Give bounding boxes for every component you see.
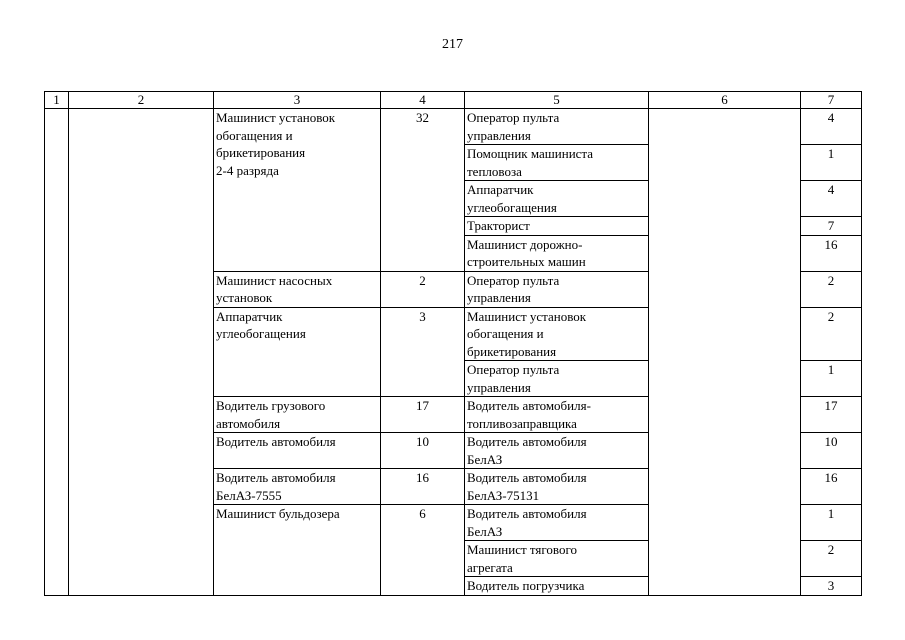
text-line: Водитель автомобиля [467, 506, 587, 521]
value-cell: 3 [801, 577, 862, 596]
related-profession-cell [465, 145, 649, 181]
count-cell: 32 [381, 109, 465, 272]
text-line: Оператор пульта [467, 110, 560, 125]
text-line: Водитель автомобиля [216, 470, 336, 485]
column-number: 5 [465, 92, 649, 109]
column-number: 6 [649, 92, 801, 109]
value-cell: 10 [801, 433, 862, 469]
text-line: Оператор пульта [467, 362, 560, 377]
text-line: установок [216, 290, 273, 305]
column-number: 7 [801, 92, 862, 109]
profession-cell [214, 271, 381, 307]
text-line: БелАЗ [467, 523, 503, 539]
profession-cell [214, 109, 381, 272]
text-line: тепловоза [467, 163, 522, 179]
column-2-cell [69, 109, 214, 596]
profession-cell [214, 505, 381, 596]
value-cell: 2 [801, 307, 862, 361]
text-line: БелАЗ-75131 [467, 487, 540, 503]
profession-cell [214, 397, 381, 433]
value-cell: 16 [801, 235, 862, 271]
text-line: углеобогащения [467, 199, 557, 215]
text-line: БелАЗ-7555 [216, 487, 282, 503]
column-6-cell [649, 109, 801, 596]
value-cell: 17 [801, 397, 862, 433]
page-number: 217 [442, 37, 463, 52]
text-line: Водитель погрузчика [467, 578, 585, 593]
text-line: Машинист тягового [467, 542, 577, 557]
count-cell: 3 [381, 307, 465, 397]
document-table [44, 91, 862, 596]
text-line: управления [467, 379, 531, 395]
text-line: Водитель автомобиля- [467, 398, 591, 413]
text-line: обогащения и [467, 326, 544, 341]
column-number: 3 [214, 92, 381, 109]
related-profession-cell [465, 235, 649, 271]
column-number: 4 [381, 92, 465, 109]
text-line: углеобогащения [216, 326, 306, 341]
text-line: управления [467, 290, 531, 305]
text-line: автомобиля [216, 415, 281, 431]
profession-cell [214, 433, 381, 469]
profession-cell [214, 307, 381, 397]
column-number: 1 [45, 92, 69, 109]
text-line: строительных машин [467, 254, 586, 269]
text-line: Водитель автомобиля [216, 434, 336, 449]
text-line: Водитель грузового [216, 398, 326, 413]
column-number-row [45, 92, 862, 109]
text-line: Водитель автомобиля [467, 434, 587, 449]
text-line: Машинист установок [467, 308, 587, 324]
text-line: брикетирования [216, 145, 306, 160]
text-line: управления [467, 127, 531, 143]
related-profession-cell [465, 271, 649, 307]
text-line: БелАЗ [467, 451, 503, 467]
value-cell: 16 [801, 469, 862, 505]
text-line: Оператор пульта [467, 272, 560, 288]
text-line: топливозаправщика [467, 415, 577, 431]
related-profession-cell [465, 181, 649, 217]
value-cell: 1 [801, 505, 862, 541]
value-cell: 2 [801, 271, 862, 307]
value-cell: 4 [801, 181, 862, 217]
related-profession-cell [465, 109, 649, 145]
text-line: Машинист бульдозера [216, 506, 340, 521]
related-profession-cell [465, 361, 649, 397]
text-line: Машинист установок [216, 110, 336, 125]
value-cell: 2 [801, 541, 862, 577]
related-profession-cell [465, 217, 649, 236]
text-line: Машинист дорожно- [467, 236, 583, 252]
text-line: Помощник машиниста [467, 146, 594, 161]
related-profession-cell [465, 433, 649, 469]
text-line: Аппаратчик [467, 182, 534, 197]
text-line: 2-4 разряда [216, 162, 279, 178]
text-line: агрегата [467, 559, 513, 575]
count-cell: 6 [381, 505, 465, 596]
table-row [45, 109, 862, 145]
text-line: брикетирования [467, 343, 557, 359]
value-cell: 1 [801, 361, 862, 397]
column-1-cell [45, 109, 69, 596]
value-cell: 7 [801, 217, 862, 236]
related-profession-cell [465, 577, 649, 596]
count-cell: 17 [381, 397, 465, 433]
related-profession-cell [465, 469, 649, 505]
text-line: Машинист насосных [216, 272, 333, 288]
profession-cell [214, 469, 381, 505]
text-line: Тракторист [467, 218, 530, 233]
count-cell: 10 [381, 433, 465, 469]
count-cell: 2 [381, 271, 465, 307]
text-line: Водитель автомобиля [467, 470, 587, 485]
text-line: Аппаратчик [216, 308, 283, 324]
value-cell: 1 [801, 145, 862, 181]
related-profession-cell [465, 397, 649, 433]
text-line: обогащения и [216, 127, 293, 143]
count-cell: 16 [381, 469, 465, 505]
value-cell: 4 [801, 109, 862, 145]
related-profession-cell [465, 541, 649, 577]
related-profession-cell [465, 505, 649, 541]
related-profession-cell [465, 307, 649, 361]
column-number: 2 [69, 92, 214, 109]
